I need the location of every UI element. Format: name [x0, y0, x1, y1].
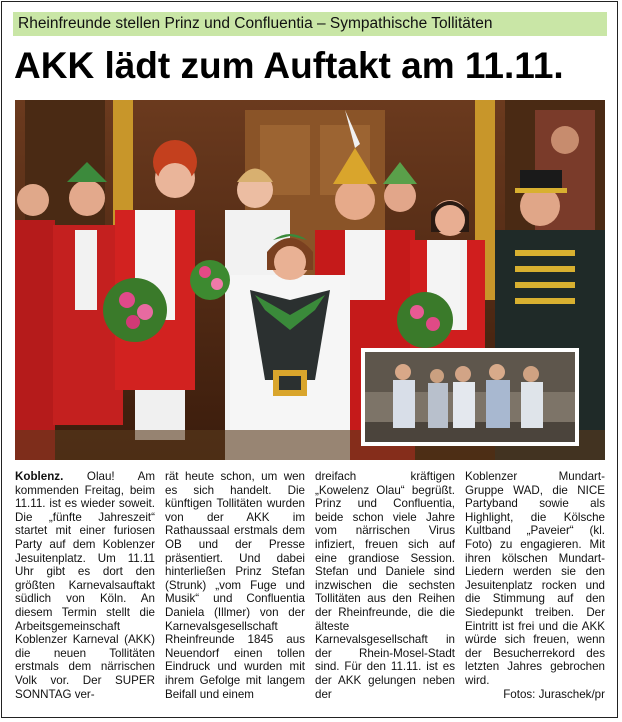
- article-kicker: Rheinfreunde stellen Prinz und Confluentia – Sympathische Tollitäten: [13, 12, 607, 36]
- article-column-2: [165, 470, 305, 710]
- photo-credit: Fotos: Juraschek/pr: [503, 687, 605, 701]
- article-column-text: rät heute schon, um wen es sich handelt. Die künftigen Tollitäten wurden von der AKK im Rathaussaal erstmals dem OB und der Presse präsentiert. Und dabei hinterließen Prinz Stefan (Strunk) „vom Fuge und Musik“ und Confluentia Daniela (Illmer) von der Karnevalsgesellschaft Rheinfreunde 1845 aus Neuendorf einen tollen Eindruck und wurden mit ihrem Gefolge mit langem Beifall und einem: [165, 470, 305, 701]
- article-column-text: dreifach kräftigen „Kowelenz Olau“ begrüßt. Prinz und Confluentia, beide schon viele Jahre vom närrischen Virus infiziert, freuen sich auf eine grandiose Session. Stefan und Daniele sind inzwischen die sechsten Tollitäten aus den Reihen der Rheinfreunde, die die älteste Karnevalsgesellschaft in der Rhein-Mosel-Stadt sind. Für den 11.11. ist es der AKK gelungen neben der: [315, 470, 455, 701]
- article-column-text: Koblenzer Mundart-Gruppe WAD, die NICE Partyband sowie als Highlight, die Kölsche Kultband „Paveier“ (kl. Foto) zu engagieren. Mit ihren kölschen Mundart-Liedern werden sie den Jesuitenplatz rocken und die Stimmung auf den Siedepunkt treiben. Der Eintritt ist frei und die AKK würde sich freuen, wenn der Besucherrekord des letzten Jahres gebrochen wird.: [465, 470, 605, 687]
- article-dateline: Koblenz.: [15, 470, 64, 483]
- article-column-4: [465, 470, 605, 710]
- article-column-3: [315, 470, 455, 710]
- article-column-text: Olau! Am kommenden Freitag, beim 11.11. ist es wieder soweit. Die „fünfte Jahreszeit“ startet mit einer furiosen Party auf dem Koblenzer Jesuitenplatz. Um 11.11 Uhr gibt es dort den größten Karnevalsauftakt südlich von Köln. An diesem Termin stellt die Arbeitsgemeinschaft Koblenzer Karneval (AKK) die neuen Tollitäten erstmals dem närrischen Volk vor. Der SUPER SONNTAG ver-: [15, 470, 155, 701]
- inset-photo-paveier-band: [361, 348, 579, 446]
- article-headline: AKK lädt zum Auftakt am 11.11.: [14, 45, 564, 86]
- article-column-1: [15, 470, 155, 710]
- article-body: [15, 470, 605, 710]
